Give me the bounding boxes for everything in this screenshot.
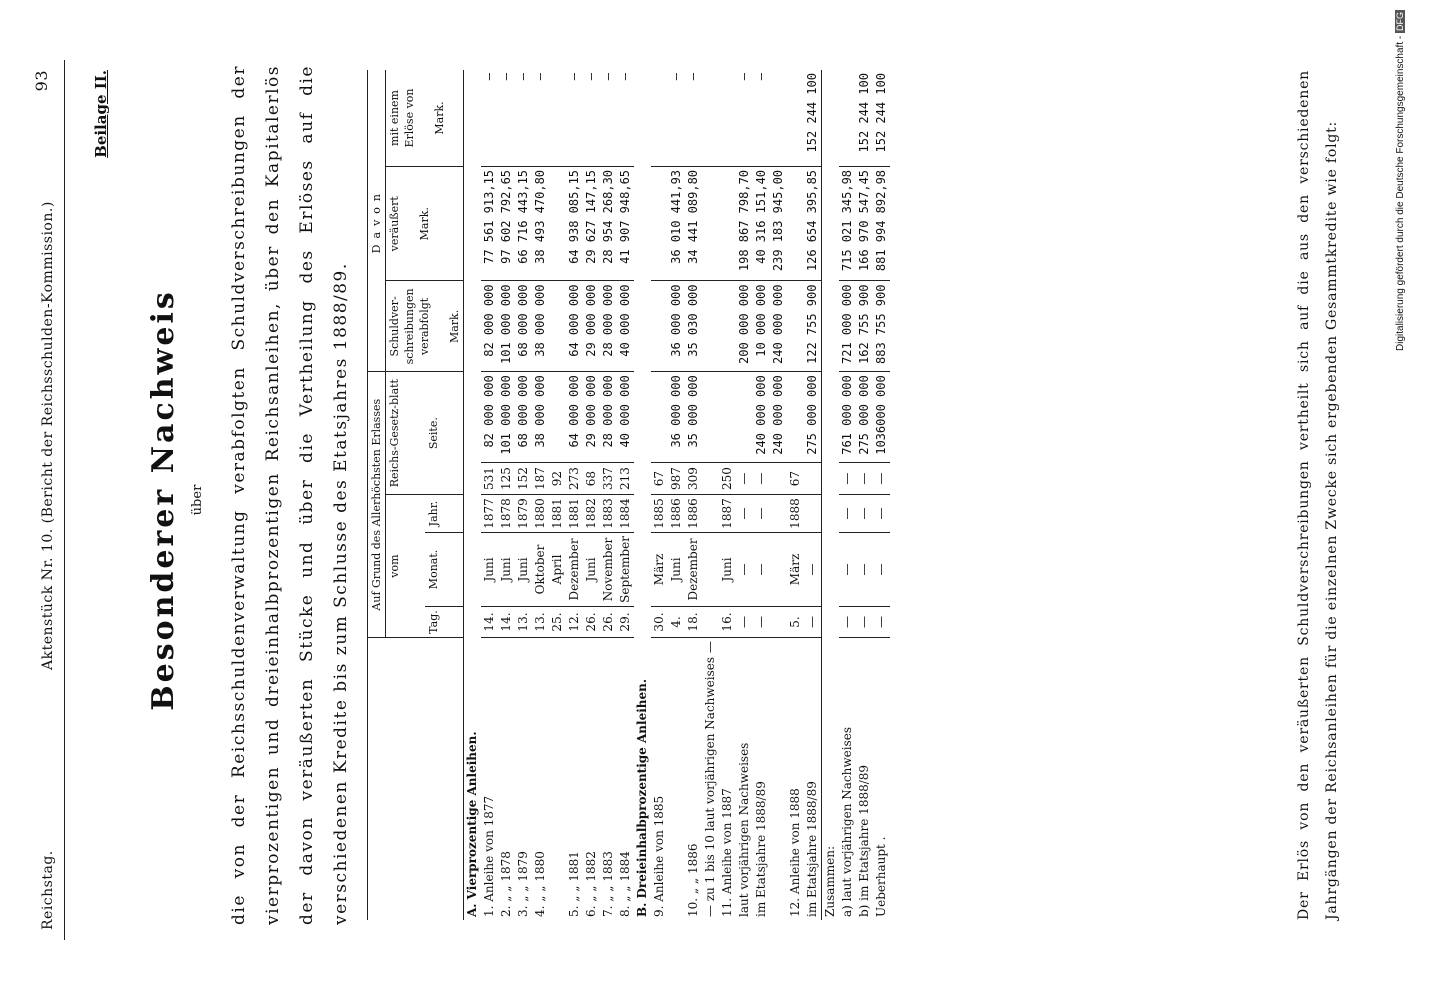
cell-erloes [787,166,804,281]
cell-veraeussert: 38 000 000 [532,281,549,372]
cell-veraeussert: 200 000 000 [736,281,753,372]
header-monat: Monat. [425,533,464,607]
cell-jahr [770,495,787,533]
section-b-body [634,70,822,920]
cell-seite: — [736,463,753,495]
cell-bestand: — [617,70,634,166]
table-row [787,70,804,920]
cell-bestand: 152 244 100 [873,70,890,166]
footer-paragraph: Der Erlös von den veräußerten Schuldverschreibungen vertheilt sich auf die aus den verschiedenen Jahrgängen der Reichsanleihen für die einzelnen Zwecke sich ergebenden Gesammtkredite wie folgt: [1296,70,1340,920]
cell-seite: 337 [600,463,617,495]
table-row [532,70,549,920]
cell-bestand: — [685,70,702,166]
cell-veraeussert: 721 000 000 [839,281,856,372]
cell-desc: 8. „ „ 1884 [618,851,632,917]
table-row [515,70,532,920]
cell-bestand [787,70,804,166]
cell-veraeussert: 35 030 000 [685,281,702,372]
cell-monat: April [549,533,566,607]
cell-verabfolgt: 275 000 000 [856,372,873,463]
cell-bestand: — [532,70,549,166]
cell-erloes: 38 493 470,80 [532,166,549,281]
cell-tag: 26. [600,606,617,637]
cell-monat: — [839,533,856,607]
section-a-heading: A. Vierprozentige Anleihen. [465,731,479,917]
cell-desc: 7. „ „ 1883 [601,851,615,917]
cell-verabfolgt: 761 000 000 [839,372,856,463]
header-schuld: Schuldver-schreibungen verabfolgt Mark. [386,281,464,372]
table-row [668,70,685,920]
cell-jahr: 1879 [515,495,532,533]
header-veraeussert: veräußert Mark. [386,166,464,281]
cell-erloes: 28 954 268,30 [600,166,617,281]
loan-table [367,70,890,920]
cell-erloes: 166 970 547,45 [856,166,873,281]
cell-bestand: — [600,70,617,166]
cell-desc: 12. Anleihe von 1888 [788,788,802,917]
cell-erloes: 34 441 089,80 [685,166,702,281]
cell-bestand [719,70,736,166]
cell-tag: — [736,606,753,637]
table-row [753,70,770,920]
cell-seite: 187 [532,463,549,495]
cell-bestand: — [736,70,753,166]
summary-body [822,70,891,920]
cell-erloes [702,166,719,281]
cell-desc: 3. „ „ 1879 [516,851,530,917]
cell-monat: — [736,533,753,607]
cell-tag [702,606,719,637]
cell-seite [804,463,822,495]
beilage-label: Beilage II. [92,70,110,158]
cell-jahr [702,495,719,533]
table-row [617,70,634,920]
cell-bestand: — [515,70,532,166]
cell-veraeussert: 28 000 000 [600,281,617,372]
cell-desc [770,638,787,920]
cell-jahr: 1886 [668,495,685,533]
cell-seite: 67 [651,463,668,495]
page-title: Besonderer Nachweis [146,289,181,711]
cell-veraeussert: 40 000 000 [617,281,634,372]
cell-erloes [719,166,736,281]
cell-seite: 67 [787,463,804,495]
cell-jahr: — [736,495,753,533]
cell-tag: — [839,606,856,637]
cell-seite: — [873,463,890,495]
header-tag: Tag. [425,606,464,637]
cell-verabfolgt: 101 000 000 [498,372,515,463]
cell-verabfolgt: 29 000 000 [583,372,600,463]
header-rule [64,60,65,940]
cell-erloes: 97 602 792,65 [498,166,515,281]
desc-header-blank [368,638,464,920]
cell-jahr: 1885 [651,495,668,533]
cell-bestand [770,70,787,166]
cell-seite: 92 [549,463,566,495]
cell-erloes: 715 021 345,98 [839,166,856,281]
cell-verabfolgt: 82 000 000 [481,372,498,463]
cell-desc: 2. „ „ 1878 [499,851,513,917]
cell-monat: — [873,533,890,607]
cell-erloes: 40 316 151,40 [753,166,770,281]
cell-jahr: 1884 [617,495,634,533]
cell-jahr: 1883 [600,495,617,533]
cell-verabfolgt: 68 000 000 [515,372,532,463]
cell-jahr: — [839,495,856,533]
cell-seite [770,463,787,495]
table-row [498,70,515,920]
table-row [651,70,668,920]
cell-jahr: 1882 [583,495,600,533]
cell-veraeussert: 64 000 000 [566,281,583,372]
cell-tag: 29. [617,606,634,637]
cell-verabfolgt: 28 000 000 [600,372,617,463]
cell-verabfolgt [549,372,566,463]
cell-erloes: 239 183 945,00 [770,166,787,281]
cell-desc: 6. „ „ 1882 [584,851,598,917]
cell-tag: 30. [651,606,668,637]
cell-monat: Dezember [566,533,583,607]
table-row [481,70,498,920]
cell-seite: 213 [617,463,634,495]
cell-desc: 1. Anleihe von 1877 [482,795,496,917]
cell-tag: 26. [583,606,600,637]
cell-bestand: — [753,70,770,166]
cell-monat: Juni [719,533,736,607]
digitization-note: Digitalisierung gefördert durch die Deutsche Forschungsgemeinschaft - DFG [1395,12,1406,351]
cell-veraeussert [549,281,566,372]
header-left: Reichstag. [40,850,56,930]
cell-desc: im Etatsjahre 1888/89 [754,781,768,917]
cell-monat: Juni [515,533,532,607]
cell-monat: Juni [583,533,600,607]
cell-tag [770,606,787,637]
cell-monat: Juni [481,533,498,607]
cell-erloes: 41 907 948,65 [617,166,634,281]
cell-erloes: 29 627 147,15 [583,166,600,281]
cell-desc: Ueberhaupt . [874,836,888,917]
cell-bestand: — [498,70,515,166]
cell-seite: 273 [566,463,583,495]
cell-seite: — [753,463,770,495]
header-vom: vom [386,495,425,638]
cell-jahr: — [856,495,873,533]
cell-tag: 14. [498,606,515,637]
header-jahr: Jahr. [425,495,464,533]
cell-erloes [651,166,668,281]
cell-jahr: 1888 [787,495,804,533]
cell-jahr [804,495,822,533]
header-seite: Seite. [425,372,464,495]
cell-erloes: 64 938 085,15 [566,166,583,281]
cell-desc: 5. „ „ 1881 [567,851,581,917]
section-b-heading: B. Dreieinhalbprozentige Anleihen. [635,678,649,917]
cell-verabfolgt [702,372,719,463]
cell-monat [770,533,787,607]
table-row [685,70,702,920]
cell-monat: — [856,533,873,607]
cell-veraeussert: 122 755 900 [804,281,822,372]
cell-tag: 16. [719,606,736,637]
cell-veraeussert: 883 755 900 [873,281,890,372]
dfg-logo: DFG [1395,12,1405,31]
cell-bestand [702,70,719,166]
cell-tag: — [753,606,770,637]
table-row [600,70,617,920]
cell-bestand: — [481,70,498,166]
cell-verabfolgt: 1036000 000 [873,372,890,463]
zusammen-label: Zusammen: [823,845,837,917]
cell-monat: Juni [668,533,685,607]
table-row [839,70,856,920]
cell-bestand: — [668,70,685,166]
cell-jahr: 1881 [549,495,566,533]
header-davon: Davon [368,70,386,372]
cell-bestand [549,70,566,166]
cell-monat: März [651,533,668,607]
cell-tag: 13. [515,606,532,637]
header-erloes: mit einem Erlöse von Mark. [386,70,464,166]
cell-erloes: 36 010 441,93 [668,166,685,281]
cell-veraeussert: 36 000 000 [668,281,685,372]
cell-desc: im Etatsjahre 1888/89 [805,781,819,917]
page-number: 93 [32,70,51,92]
table-row [566,70,583,920]
header-auf-grund: Auf Grund des Allerhöchsten Erlasses [368,372,386,638]
cell-monat [702,533,719,607]
cell-jahr: 1881 [566,495,583,533]
cell-jahr: 1878 [498,495,515,533]
cell-verabfolgt [719,372,736,463]
table-row [873,70,890,920]
cell-verabfolgt: 275 000 000 [804,372,822,463]
cell-erloes: 198 867 798,70 [736,166,753,281]
intro-paragraph: die von der Reichsschuldenverwaltung verabfolgten Schuldverschreibungen der vierprozentigen und dreieinhalbprozentigen Reichsanleihen, über den Kapitalerlös der davon veräußerten Stücke und über die Vertheilung des Erlöses auf die verschiedenen Kredite bis zum Schlusse des Etatsjahres 1888/89. [229,65,351,925]
cell-veraeussert [787,281,804,372]
cell-monat: — [804,533,822,607]
cell-tag: 14. [481,606,498,637]
cell-veraeussert: 68 000 000 [515,281,532,372]
cell-verabfolgt [736,372,753,463]
title-connector: über [190,484,205,516]
cell-erloes: 126 654 395,85 [804,166,822,281]
cell-bestand [651,70,668,166]
cell-tag: 5. [787,606,804,637]
cell-tag: 18. [685,606,702,637]
cell-jahr: 1887 [719,495,736,533]
header-rgbl: Reichs-Gesetz-blatt [386,372,425,495]
cell-bestand: 152 244 100 [856,70,873,166]
cell-erloes: 881 994 892,98 [873,166,890,281]
cell-desc: b) im Etatsjahre 1888/89 [857,764,871,917]
table-row [856,70,873,920]
cell-monat: Oktober [532,533,549,607]
cell-desc [668,638,685,920]
cell-monat: September [617,533,634,607]
cell-monat: Dezember [685,533,702,607]
cell-bestand: — [583,70,600,166]
cell-veraeussert [702,281,719,372]
cell-bestand [839,70,856,166]
cell-verabfolgt: 64 000 000 [566,372,583,463]
table-row [770,70,787,920]
cell-tag: 13. [532,606,549,637]
cell-tag: — [804,606,822,637]
cell-jahr: — [753,495,770,533]
cell-veraeussert [719,281,736,372]
cell-tag: — [873,606,890,637]
cell-seite: 152 [515,463,532,495]
cell-verabfolgt [651,372,668,463]
cell-seite: 250 [719,463,736,495]
cell-desc: 10. „ „ 1886 [686,843,700,917]
cell-verabfolgt: 40 000 000 [617,372,634,463]
cell-seite: 309 [685,463,702,495]
cell-desc: 9. Anleihe von 1885 [652,795,666,917]
cell-monat: März [787,533,804,607]
cell-jahr: 1880 [532,495,549,533]
header-center: Aktenstück Nr. 10. (Bericht der Reichsschulden-Kommission.) [40,201,56,670]
table-row [736,70,753,920]
cell-verabfolgt: 240 000 000 [770,372,787,463]
cell-tag: — [856,606,873,637]
cell-desc: 4. „ „ 1880 [533,851,547,917]
cell-verabfolgt: 36 000 000 [668,372,685,463]
table-row [702,70,719,920]
cell-tag: 12. [566,606,583,637]
cell-seite [702,463,719,495]
cell-veraeussert: 101 000 000 [498,281,515,372]
cell-bestand: 152 244 100 [804,70,822,166]
cell-tag: 4. [668,606,685,637]
cell-verabfolgt: 38 000 000 [532,372,549,463]
cell-seite: 68 [583,463,600,495]
cell-monat: — [753,533,770,607]
cell-seite: 125 [498,463,515,495]
cell-monat: Juni [498,533,515,607]
cell-jahr: 1877 [481,495,498,533]
table-row [549,70,566,920]
cell-desc: 11. Anleihe von 1887 [720,788,734,917]
cell-erloes: 77 561 913,15 [481,166,498,281]
cell-verabfolgt: 35 000 000 [685,372,702,463]
cell-veraeussert: 29 000 000 [583,281,600,372]
cell-desc: a) laut vorjährigen Nachweises [840,727,854,917]
cell-verabfolgt: 240 000 000 [753,372,770,463]
cell-tag: 25. [549,606,566,637]
cell-seite: 531 [481,463,498,495]
cell-veraeussert: 10 000 000 [753,281,770,372]
cell-seite: 987 [668,463,685,495]
cell-erloes [549,166,566,281]
cell-erloes: 66 716 443,15 [515,166,532,281]
cell-desc: — zu 1 bis 10 laut vorjährigen Nachweises — [703,641,717,917]
section-a-body [464,70,635,920]
cell-bestand: — [566,70,583,166]
table-row [719,70,736,920]
cell-desc [549,638,566,920]
cell-monat: November [600,533,617,607]
table-row [804,70,822,920]
table-row [583,70,600,920]
cell-veraeussert: 82 000 000 [481,281,498,372]
cell-verabfolgt [787,372,804,463]
cell-jahr: 1886 [685,495,702,533]
cell-desc: laut vorjährigen Nachweises [737,742,751,917]
cell-veraeussert [651,281,668,372]
cell-veraeussert: 240 000 000 [770,281,787,372]
cell-veraeussert: 162 755 900 [856,281,873,372]
cell-seite: — [856,463,873,495]
cell-jahr: — [873,495,890,533]
cell-seite: — [839,463,856,495]
